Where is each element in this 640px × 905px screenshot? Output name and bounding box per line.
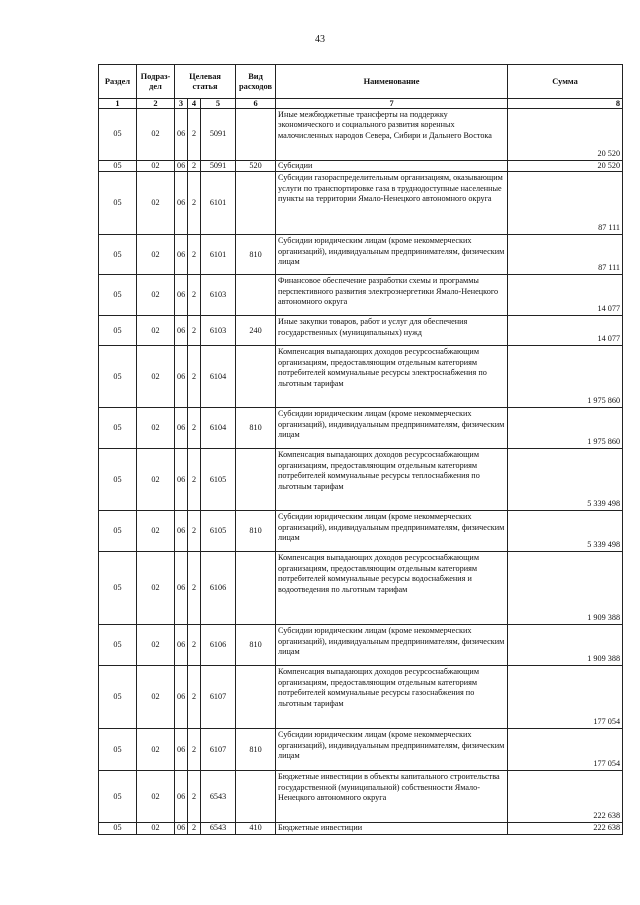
target-part3-cell: 6103 — [201, 316, 236, 346]
vid-cell: 240 — [236, 316, 276, 346]
sum-cell: 1 909 388 — [508, 625, 623, 666]
table-row — [99, 823, 623, 834]
target-part2-cell: 2 — [188, 235, 201, 275]
col-header-sum: Сумма — [508, 65, 623, 99]
col-number: 7 — [276, 99, 508, 109]
target-part2-cell: 2 — [188, 316, 201, 346]
target-part3-cell: 6105 — [201, 511, 236, 552]
name-cell: Субсидии юридическим лицам (кроме некоммерческих организаций), индивидуальным предпринимателям, физическим лицам — [276, 625, 508, 666]
target-part3-cell: 6543 — [201, 823, 236, 834]
sum-cell: 87 111 — [508, 172, 623, 235]
target-part3-cell: 6104 — [201, 408, 236, 449]
col-number: 1 — [99, 99, 137, 109]
razdel-cell: 05 — [99, 316, 137, 346]
target-part1-cell: 06 — [175, 275, 188, 316]
table-row — [99, 109, 623, 161]
razdel-cell: 05 — [99, 275, 137, 316]
table-row — [99, 666, 623, 729]
podrazdel-cell: 02 — [137, 771, 175, 823]
table-row — [99, 275, 623, 316]
podrazdel-cell: 02 — [137, 408, 175, 449]
col-header-vid: Вид расходов — [236, 65, 276, 99]
target-part1-cell: 06 — [175, 316, 188, 346]
target-part2-cell: 2 — [188, 109, 201, 161]
vid-cell: 810 — [236, 408, 276, 449]
vid-cell — [236, 666, 276, 729]
sum-cell: 14 077 — [508, 316, 623, 346]
vid-cell — [236, 771, 276, 823]
col-header-name: Наименование — [276, 65, 508, 99]
podrazdel-cell: 02 — [137, 449, 175, 511]
target-part1-cell: 06 — [175, 552, 188, 625]
target-part1-cell: 06 — [175, 346, 188, 408]
vid-cell: 810 — [236, 625, 276, 666]
target-part3-cell: 6107 — [201, 666, 236, 729]
col-number: 5 — [201, 99, 236, 109]
target-part3-cell: 6105 — [201, 449, 236, 511]
table-row — [99, 449, 623, 511]
vid-cell: 810 — [236, 511, 276, 552]
sum-cell: 5 339 498 — [508, 511, 623, 552]
target-part3-cell: 6101 — [201, 172, 236, 235]
vid-cell — [236, 275, 276, 316]
target-part1-cell: 06 — [175, 449, 188, 511]
name-cell: Бюджетные инвестиции в объекты капитального строительства государственной (муниципальной) собственности Ямало-Ненецкого автономного округа — [276, 771, 508, 823]
razdel-cell: 05 — [99, 625, 137, 666]
table-row — [99, 552, 623, 625]
target-part2-cell: 2 — [188, 666, 201, 729]
col-header-podrazdel: Подраз-дел — [137, 65, 175, 99]
budget-table — [98, 64, 623, 835]
target-part3-cell: 6106 — [201, 625, 236, 666]
razdel-cell: 05 — [99, 552, 137, 625]
podrazdel-cell: 02 — [137, 235, 175, 275]
target-part3-cell: 6101 — [201, 235, 236, 275]
name-cell: Бюджетные инвестиции — [276, 823, 508, 834]
target-part2-cell: 2 — [188, 823, 201, 834]
target-part2-cell: 2 — [188, 161, 201, 172]
target-part3-cell: 5091 — [201, 161, 236, 172]
sum-cell: 1 909 388 — [508, 552, 623, 625]
target-part1-cell: 06 — [175, 172, 188, 235]
col-number: 2 — [137, 99, 175, 109]
table-row — [99, 235, 623, 275]
target-part2-cell: 2 — [188, 511, 201, 552]
target-part3-cell: 6104 — [201, 346, 236, 408]
page-number: 43 — [315, 34, 325, 45]
sum-cell: 177 054 — [508, 729, 623, 771]
target-part3-cell: 6543 — [201, 771, 236, 823]
sum-cell: 222 638 — [508, 771, 623, 823]
name-cell: Субсидии юридическим лицам (кроме некоммерческих организаций), индивидуальным предпринимателям, физическим лицам — [276, 408, 508, 449]
podrazdel-cell: 02 — [137, 666, 175, 729]
header-row — [99, 65, 623, 99]
vid-cell: 410 — [236, 823, 276, 834]
sum-cell: 177 054 — [508, 666, 623, 729]
col-number: 6 — [236, 99, 276, 109]
razdel-cell: 05 — [99, 771, 137, 823]
razdel-cell: 05 — [99, 408, 137, 449]
podrazdel-cell: 02 — [137, 552, 175, 625]
table-row — [99, 346, 623, 408]
podrazdel-cell: 02 — [137, 161, 175, 172]
name-cell: Иные межбюджетные трансферты на поддержку экономического и социального развития коренных малочисленных народов Севера, Сибири и Дальнего Востока — [276, 109, 508, 161]
name-cell: Финансовое обеспечение разработки схемы и программы перспективного развития электроэнергетики Ямало-Ненецкого автономного округа — [276, 275, 508, 316]
sum-cell: 20 520 — [508, 109, 623, 161]
vid-cell — [236, 172, 276, 235]
table-row — [99, 771, 623, 823]
vid-cell — [236, 449, 276, 511]
table-row — [99, 408, 623, 449]
podrazdel-cell: 02 — [137, 511, 175, 552]
target-part2-cell: 2 — [188, 771, 201, 823]
target-part3-cell: 6103 — [201, 275, 236, 316]
target-part2-cell: 2 — [188, 275, 201, 316]
razdel-cell: 05 — [99, 235, 137, 275]
vid-cell — [236, 346, 276, 408]
podrazdel-cell: 02 — [137, 625, 175, 666]
target-part1-cell: 06 — [175, 771, 188, 823]
sum-cell: 87 111 — [508, 235, 623, 275]
target-part3-cell: 6106 — [201, 552, 236, 625]
vid-cell: 810 — [236, 235, 276, 275]
table-row — [99, 729, 623, 771]
podrazdel-cell: 02 — [137, 729, 175, 771]
razdel-cell: 05 — [99, 729, 137, 771]
target-part1-cell: 06 — [175, 625, 188, 666]
podrazdel-cell: 02 — [137, 823, 175, 834]
name-cell: Субсидии юридическим лицам (кроме некоммерческих организаций), индивидуальным предпринимателям, физическим лицам — [276, 235, 508, 275]
razdel-cell: 05 — [99, 666, 137, 729]
target-part2-cell: 2 — [188, 729, 201, 771]
razdel-cell: 05 — [99, 109, 137, 161]
target-part2-cell: 2 — [188, 449, 201, 511]
razdel-cell: 05 — [99, 823, 137, 834]
column-number-row — [99, 99, 623, 109]
target-part2-cell: 2 — [188, 172, 201, 235]
table-row — [99, 511, 623, 552]
vid-cell: 810 — [236, 729, 276, 771]
target-part1-cell: 06 — [175, 161, 188, 172]
sum-cell: 20 520 — [508, 161, 623, 172]
table-row — [99, 316, 623, 346]
podrazdel-cell: 02 — [137, 346, 175, 408]
podrazdel-cell: 02 — [137, 109, 175, 161]
target-part1-cell: 06 — [175, 823, 188, 834]
target-part1-cell: 06 — [175, 408, 188, 449]
name-cell: Субсидии юридическим лицам (кроме некоммерческих организаций), индивидуальным предпринимателям, физическим лицам — [276, 511, 508, 552]
target-part3-cell: 5091 — [201, 109, 236, 161]
razdel-cell: 05 — [99, 161, 137, 172]
vid-cell — [236, 109, 276, 161]
table-row — [99, 625, 623, 666]
sum-cell: 5 339 498 — [508, 449, 623, 511]
podrazdel-cell: 02 — [137, 316, 175, 346]
target-part2-cell: 2 — [188, 625, 201, 666]
sum-cell: 1 975 860 — [508, 346, 623, 408]
target-part2-cell: 2 — [188, 408, 201, 449]
razdel-cell: 05 — [99, 511, 137, 552]
name-cell: Компенсация выпадающих доходов ресурсоснабжающим организациям, предоставляющим отдельным категориям потребителей коммунальные ресурсы электроснабжения по льготным тарифам — [276, 346, 508, 408]
col-header-razdel: Раздел — [99, 65, 137, 99]
razdel-cell: 05 — [99, 172, 137, 235]
target-part1-cell: 06 — [175, 666, 188, 729]
col-number: 4 — [188, 99, 201, 109]
vid-cell: 520 — [236, 161, 276, 172]
sum-cell: 1 975 860 — [508, 408, 623, 449]
razdel-cell: 05 — [99, 346, 137, 408]
name-cell: Иные закупки товаров, работ и услуг для обеспечения государственных (муниципальных) нужд — [276, 316, 508, 346]
target-part1-cell: 06 — [175, 109, 188, 161]
col-number: 8 — [508, 99, 623, 109]
sum-cell: 222 638 — [508, 823, 623, 834]
name-cell: Субсидии — [276, 161, 508, 172]
name-cell: Компенсация выпадающих доходов ресурсоснабжающим организациям, предоставляющим отдельным категориям потребителей коммунальные ресурсы газоснабжения по льготным тарифам — [276, 666, 508, 729]
table-row — [99, 172, 623, 235]
podrazdel-cell: 02 — [137, 172, 175, 235]
target-part1-cell: 06 — [175, 511, 188, 552]
name-cell: Компенсация выпадающих доходов ресурсоснабжающим организациям, предоставляющим отдельным категориям потребителей коммунальные ресурсы водоснабжения и водоотведения по льготным тарифам — [276, 552, 508, 625]
target-part2-cell: 2 — [188, 346, 201, 408]
target-part2-cell: 2 — [188, 552, 201, 625]
razdel-cell: 05 — [99, 449, 137, 511]
name-cell: Субсидии юридическим лицам (кроме некоммерческих организаций), индивидуальным предпринимателям, физическим лицам — [276, 729, 508, 771]
sum-cell: 14 077 — [508, 275, 623, 316]
name-cell: Субсидии газораспределительным организациям, оказывающим услуги по транспортировке газа в труднодоступные населенные пункты на территории Ямало-Ненецкого автономного округа — [276, 172, 508, 235]
target-part1-cell: 06 — [175, 235, 188, 275]
vid-cell — [236, 552, 276, 625]
target-part1-cell: 06 — [175, 729, 188, 771]
table-row — [99, 161, 623, 172]
col-number: 3 — [175, 99, 188, 109]
podrazdel-cell: 02 — [137, 275, 175, 316]
name-cell: Компенсация выпадающих доходов ресурсоснабжающим организациям, предоставляющим отдельным категориям потребителей коммунальные ресурсы теплоснабжения по льготным тарифам — [276, 449, 508, 511]
target-part3-cell: 6107 — [201, 729, 236, 771]
col-header-target: Целевая статья — [175, 65, 236, 99]
